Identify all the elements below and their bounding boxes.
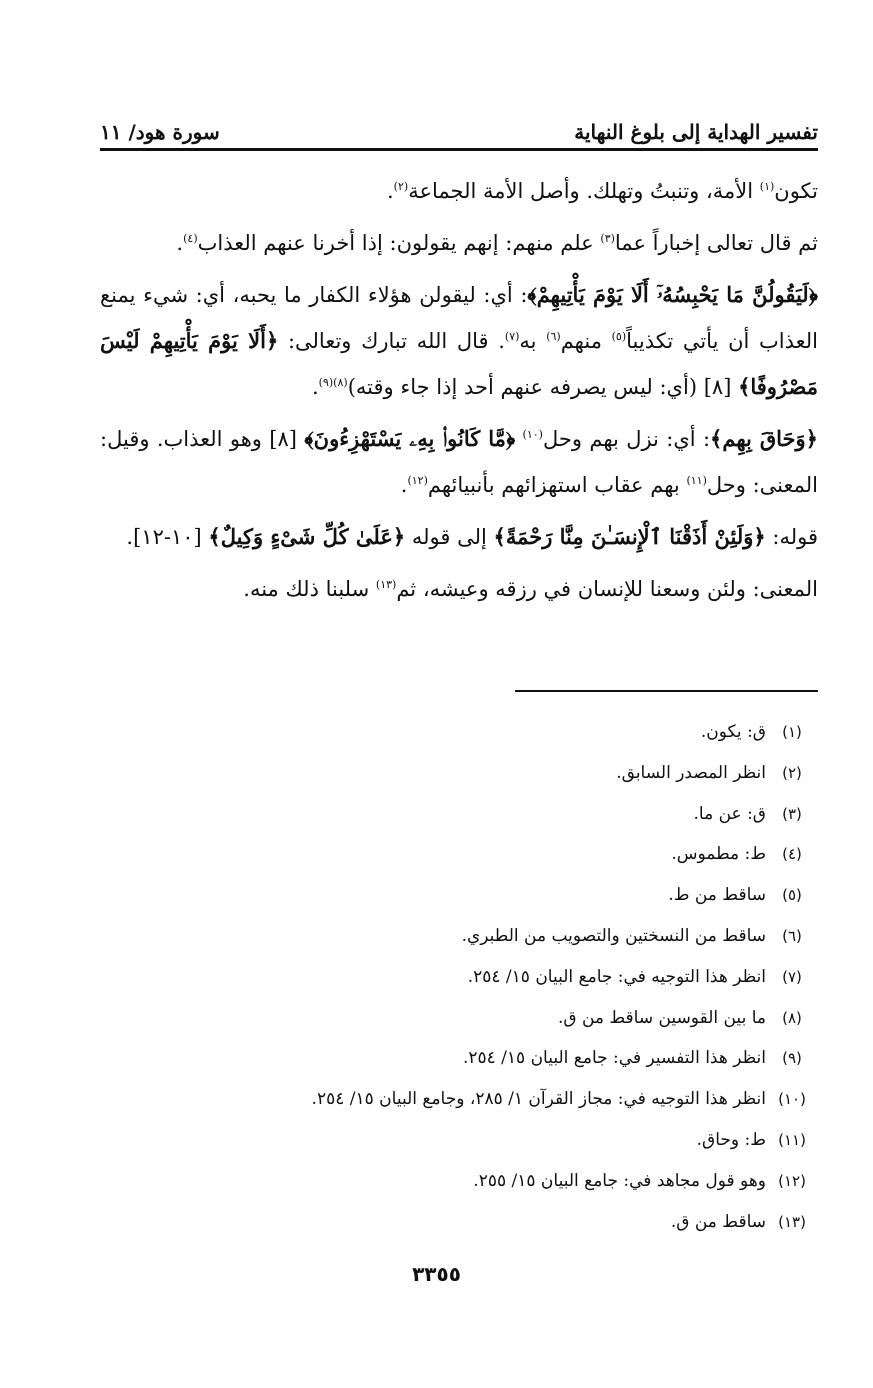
footnote-item <box>100 753 818 794</box>
footnote-number: (١١) <box>778 1130 806 1149</box>
paragraph <box>100 272 818 410</box>
footnote-marker[interactable]: (٢) <box>393 180 409 193</box>
main-text <box>100 168 818 618</box>
footnote-item <box>100 1202 818 1243</box>
text-span: منهم <box>560 329 612 353</box>
footnote-item <box>100 712 818 753</box>
text-span: ثم قال تعالى إخباراً عما <box>614 231 818 255</box>
text-span: الأمة، وتنبتُ وتهلك. وأصل الأمة الجماعة <box>408 179 760 203</box>
footnote-item <box>100 998 818 1039</box>
footnote-number: (٢) <box>782 763 802 782</box>
footnote-text: وهو قول مجاهد في: جامع البيان ١٥/ ٢٥٥. <box>473 1170 766 1191</box>
footnote-text: ساقط من ق. <box>670 1211 766 1232</box>
footnote-number: (٩) <box>782 1049 802 1068</box>
footnote-text: انظر المصدر السابق. <box>616 762 766 783</box>
footnote-number: (١٣) <box>778 1212 806 1231</box>
footnote-item <box>100 1120 818 1161</box>
footnote-marker[interactable]: (٥) <box>611 330 627 343</box>
text-span: . <box>400 473 408 497</box>
text-span: . <box>386 179 394 203</box>
page-number: ٣٣٥٥ <box>412 1262 461 1286</box>
text-span <box>515 427 522 451</box>
paragraph <box>100 416 818 508</box>
text-span: . <box>311 375 319 399</box>
footnote-divider <box>515 690 818 692</box>
text-span: سلبنا ذلك منه. <box>243 577 376 601</box>
footnote-number: (٦) <box>782 926 802 945</box>
footnote-text: ساقط من ط. <box>668 885 766 906</box>
footnote-text: ط: مطموس. <box>671 844 766 865</box>
footnote-text: انظر هذا التوجيه في: جامع البيان ١٥/ ٢٥٤. <box>467 966 766 987</box>
footnote-item <box>100 957 818 998</box>
footnote-marker[interactable]: (٧) <box>504 330 520 343</box>
quran-verse: ﴿مَّا كَانُوا۟ بِهِۦ يَسْتَهْزِءُونَ﴾ <box>304 426 516 451</box>
header-divider <box>100 148 818 151</box>
footnote-marker[interactable]: (١١) <box>686 474 707 487</box>
footnote-text: ق: يكون. <box>700 722 766 742</box>
paragraph <box>100 168 818 214</box>
text-span: [١٠-١٢]. <box>126 525 209 549</box>
text-span: . قال الله تبارك وتعالى: <box>278 329 505 353</box>
footnote-text: ساقط من النسختين والتصويب من الطبري. <box>461 925 766 946</box>
quran-verse: ﴿وَلَئِنْ أَذَقْنَا ٱلْإِنسَـٰنَ مِنَّا رَحْمَةً﴾ <box>493 524 766 549</box>
footnote-number: (٤) <box>782 845 802 864</box>
text-span: [٨] (أي: ليس يصرفه عنهم أحد إذا جاء وقته) <box>347 375 739 399</box>
paragraph <box>100 514 818 560</box>
paragraph <box>100 566 818 612</box>
footnote-marker[interactable]: (٦) <box>546 330 561 343</box>
text-span: تكون <box>774 179 818 203</box>
footnote-text: انظر هذا التوجيه في: مجاز القرآن ١/ ٢٨٥، وجامع البيان ١٥/ ٢٥٤. <box>311 1089 766 1110</box>
footnote-text: انظر هذا التفسير في: جامع البيان ١٥/ ٢٥٤. <box>462 1048 766 1069</box>
text-span: به <box>519 329 547 353</box>
footnote-text: ط: وحاق. <box>696 1129 766 1150</box>
quran-verse: ﴿لَيَقُولُنَّ مَا يَحْبِسُهُۥٓ أَلَا يَوْمَ يَأْتِيهِمْ﴾ <box>527 282 818 307</box>
footnote-text: ما بين القوسين ساقط من ق. <box>557 1007 766 1028</box>
footnote-marker[interactable]: (٨)(٩) <box>318 376 348 389</box>
text-span: [٨] وهو العذاب. وقيل: المعنى: وحل <box>100 427 818 497</box>
footnotes <box>100 712 818 1242</box>
footnote-number: (١) <box>782 723 802 741</box>
text-span: : أي: نزل بهم وحل <box>542 427 711 451</box>
paragraph <box>100 220 818 266</box>
footnote-marker[interactable]: (٣) <box>600 232 615 245</box>
footnote-item <box>100 1038 818 1079</box>
text-span: قوله: <box>765 525 818 549</box>
footnote-number: (٨) <box>782 1008 802 1027</box>
footnote-marker[interactable]: (١٢) <box>407 474 428 487</box>
surah-label: سورة هود/ ١١ <box>100 120 220 144</box>
footnote-number: (٥) <box>782 886 802 905</box>
quran-verse: ﴿وَحَاقَ بِهِم﴾ <box>710 426 818 451</box>
footnote-marker[interactable]: (١٣) <box>375 578 397 591</box>
footnote-number: (١٢) <box>778 1171 806 1190</box>
footnote-marker[interactable]: (٤) <box>183 232 198 245</box>
footnote-marker[interactable]: (١) <box>759 180 775 193</box>
quran-verse: ﴿أَلَا يَوْمَ يَأْتِيهِمْ لَيْسَ مَصْرُوفًا﴾ <box>100 328 818 399</box>
footnote-item <box>100 834 818 875</box>
text-span: علم منهم: إنهم يقولون: إذا أخرنا عنهم العذاب <box>197 231 601 255</box>
footnote-item <box>100 916 818 957</box>
quran-verse: ﴿عَلَىٰ كُلِّ شَىْءٍ وَكِيلٌ﴾ <box>208 524 406 549</box>
footnote-item <box>100 875 818 916</box>
text-span: إلى قوله <box>405 525 494 549</box>
text-span: المعنى: ولئن وسعنا للإنسان في رزقه وعيشه، ثم <box>396 577 818 601</box>
footnote-number: (١٠) <box>778 1090 806 1109</box>
text-span: بهم عقاب استهزائهم بأنبيائهم <box>427 473 687 497</box>
footnote-item <box>100 1079 818 1120</box>
footnote-number: (٧) <box>782 967 802 986</box>
text-span: : أي: ليقولن هؤلاء الكفار ما يحبه، أي: شيء يمنع العذاب أن يأتي تكذيباً <box>100 283 818 353</box>
footnote-marker[interactable]: (١٠) <box>522 428 543 441</box>
running-header <box>100 108 818 144</box>
footnote-item <box>100 1161 818 1202</box>
footnote-item <box>100 794 818 835</box>
book-title: تفسير الهداية إلى بلوغ النهاية <box>574 120 818 144</box>
footnote-number: (٣) <box>782 804 802 823</box>
text-span: . <box>176 231 184 255</box>
footnote-text: ق: عن ما. <box>693 803 766 824</box>
